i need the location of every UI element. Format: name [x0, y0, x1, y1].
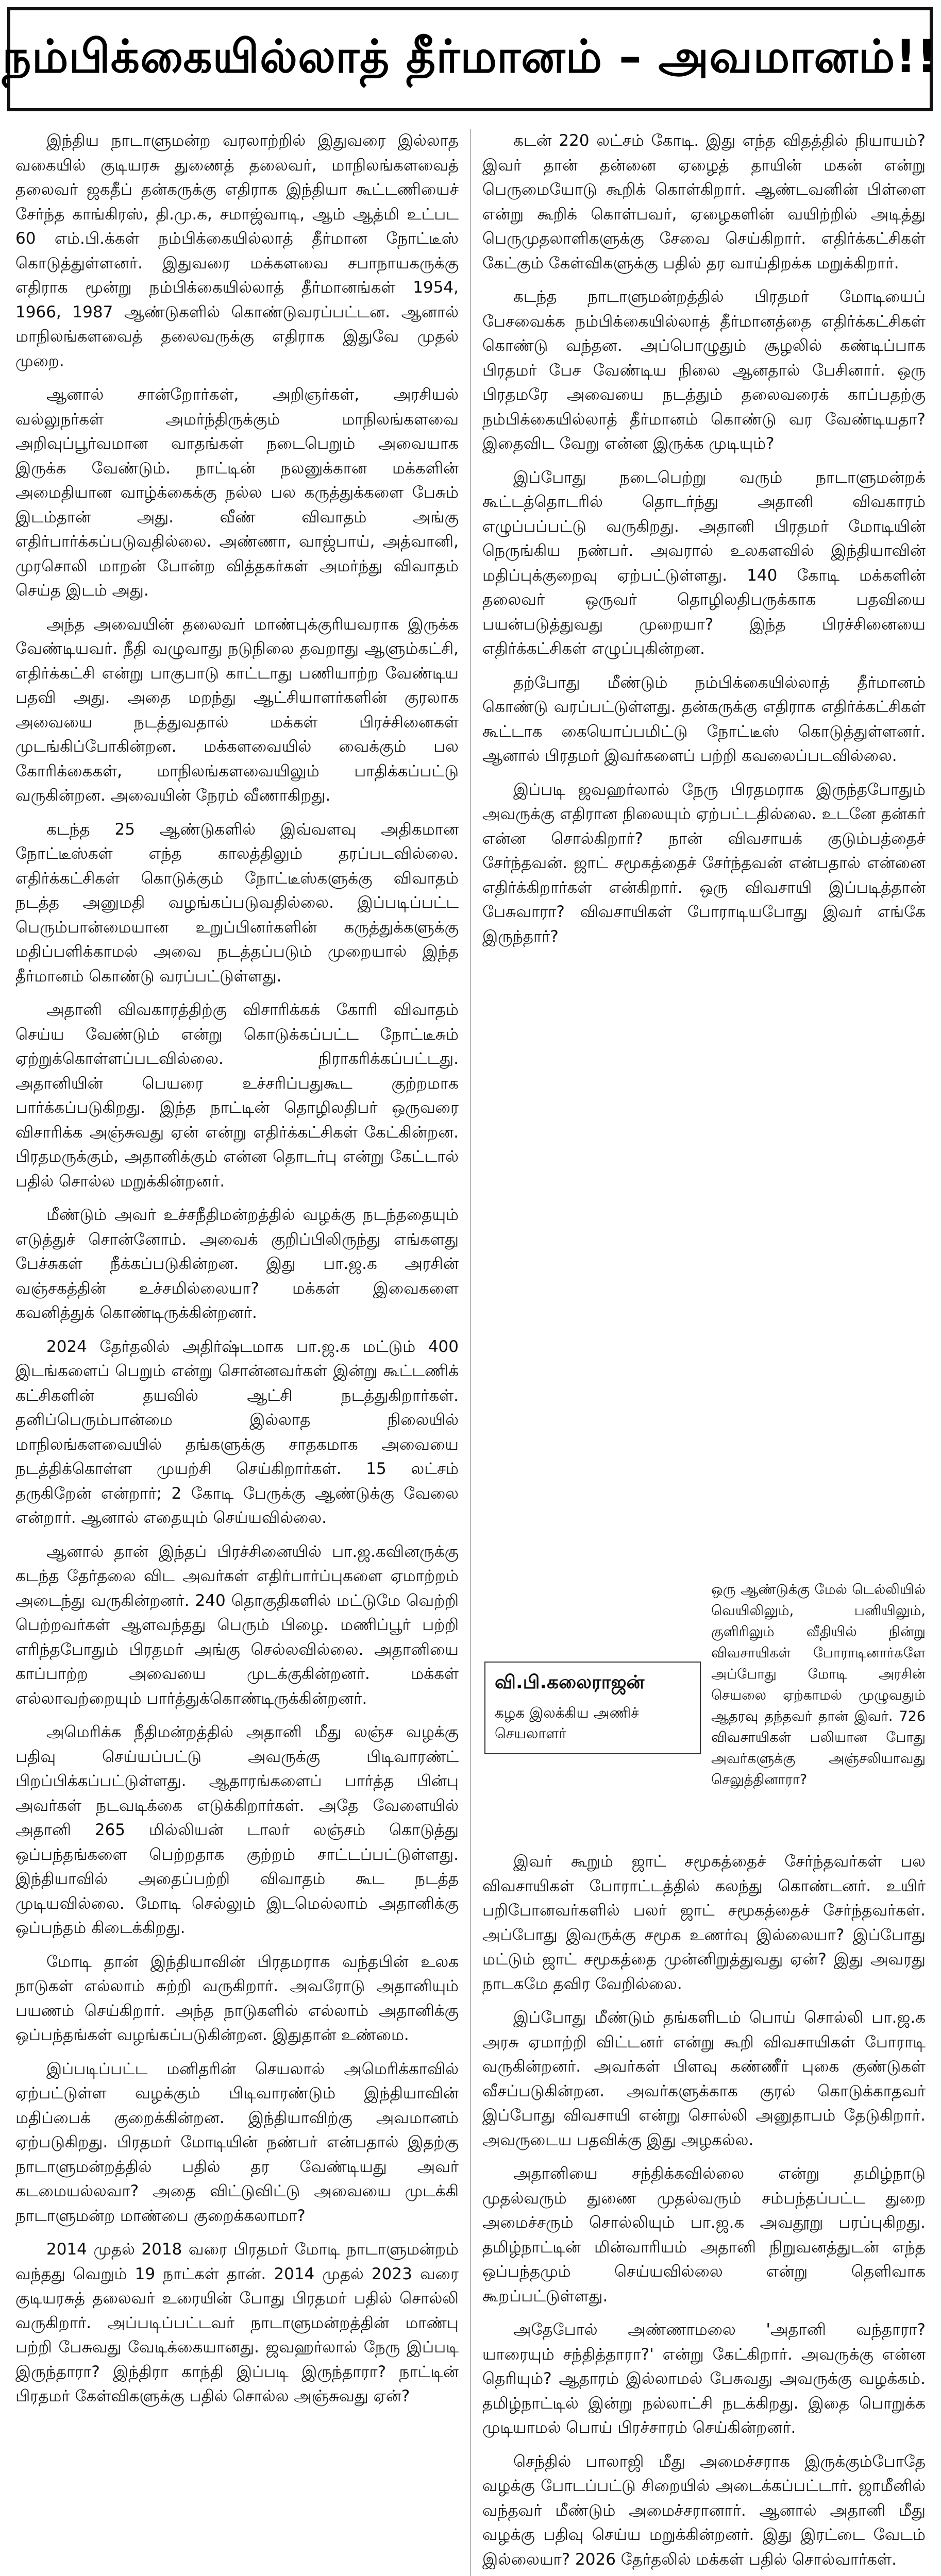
paragraph: இந்திய நாடாளுமன்ற வரலாற்றில் இதுவரை இல்லாத வகையில் குடியரசு துணைத் தலைவர், மாநிலங்களவைத் தலைவர் ஜகதீப் தன்கருக்கு எதிராக இந்தியா கூட்டணியைச் சேர்ந்த காங்கிரஸ், தி.மு.க, சமாஜ்வாடி, ஆம் ஆத்மி உட்பட 60 எம்.பி.க்கள் நம்பிக்கையில்லாத் தீர்மான நோட்டீஸ் கொடுத்துள்ளனர். இதுவரை மக்களவை சபாநாயகருக்கு எதிராக மூன்று நம்பிக்கையில்லாத் தீர்மானங்கள் 1954, 1966, 1987 ஆண்டுகளில் கொண்டுவரப்பட்டன. ஆனால் மாநிலங்களவைத் தலைவருக்கு எதிராக இதுவே முதல் முறை. — [15, 131, 459, 370]
paragraph: தற்போது மீண்டும் நம்பிக்கையில்லாத் தீர்மானம் கொண்டு வரப்பட்டுள்ளது. தன்கருக்கு எதிராக எதிர்க்கட்சிகள் கூட்டாக கையொப்பமிட்டு நோட்டீஸ் கொடுத்துள்ளனர். ஆனால் பிரதமர் இவர்களைப் பற்றி கவலைப்படவில்லை. — [482, 673, 926, 765]
paragraph: இப்போது மீண்டும் தங்களிடம் பொய் சொல்லி பா.ஜ.க அரசு ஏமாற்றி விட்டனர் என்று கூறி விவசாயிகள் போராடி வருகின்றனர். அவர்கள் பிளவு கண்ணீர் புகை குண்டுகள் வீசப்படுகின்றன. அவர்களுக்காக குரல் கொடுக்காதவர் இப்போது விவசாயி என்று சொல்லி அனுதாபம் தேடுகிறார். அவருடைய பதவிக்கு இது அழகல்ல. — [482, 2008, 926, 2149]
paragraph: அதேபோல் அண்ணாமலை 'அதானி வந்தாரா? யாரையும் சந்தித்தாரா?' என்று கேட்கிறார். அவருக்கு என்ன தெரியும்? ஆதாரம் இல்லாமல் பேசுவது அவருக்கு வழக்கம். தமிழ்நாட்டில் இன்று நல்லாட்சி நடக்கிறது. இதை பொறுக்க முடியாமல் பொய் பிரச்சாரம் செய்கின்றனர். — [482, 2320, 926, 2437]
headline: நம்பிக்கையில்லாத் தீர்மானம் – அவமானம்!! — [2, 29, 938, 83]
paragraph: 2014 முதல் 2018 வரை பிரதமர் மோடி நாடாளுமன்றம் வந்தது வெறும் 19 நாட்கள் தான். 2014 முதல் 2023 வரை குடியரசுத் தலைவர் உரையின் போது பிரதமர் பதில் சொல்லி வருகிறார். அப்படிப்பட்டவர் நாடாளுமன்றத்தின் மாண்பு பற்றி பேசுவது வேடிக்கையானது. ஜவஹர்லால் நேரு இப்படி இருந்தாரா? இந்திரா காந்தி இப்படி இருந்தாரா? நாட்டின் பிரதமர் கேள்விகளுக்கு பதில் சொல்ல அஞ்சுவது ஏன்? — [15, 2240, 459, 2405]
paragraph: இவர் கூறும் ஜாட் சமூகத்தைச் சேர்ந்தவர்கள் பல விவசாயிகள் போராட்டத்தில் கலந்து கொண்டனர். உயிர் பறிபோனவர்களில் பலர் ஜாட் சமூகத்தைச் சேர்ந்தவர்கள். அப்போது இவருக்கு சமூக உணர்வு இல்லையா? இப்போது மட்டும் ஜாட் சமூகத்தை முன்னிறுத்துவது ஏன்? இது அவரது நாடகமே தவிர வேறில்லை. — [482, 1852, 926, 1993]
right-column-top — [482, 129, 926, 1571]
paragraph: இப்போது நடைபெற்று வரும் நாடாளுமன்றக் கூட்டத்தொடரில் தொடர்ந்து அதானி விவகாரம் எழுப்பப்பட்டு வருகிறது. அதானி பிரதமர் மோடியின் நெருங்கிய நண்பர். அவரால் உலகளவில் இந்தியாவின் மதிப்புக்குறைவு ஏற்பட்டுள்ளது. 140 கோடி மக்களின் தலைவர் ஒருவர் தொழிலதிபருக்காக பதவியை பயன்படுத்துவது முறையா? இந்த பிரச்சினையை எதிர்க்கட்சிகள் எழுப்புகின்றன. — [482, 468, 926, 658]
author-name: வி.பி.கலைராஜன் — [495, 1672, 645, 1693]
author-role: கழக இலக்கிய அணிச் செயலாளர் — [495, 1704, 639, 1742]
paragraph: மோடி தான் இந்தியாவின் பிரதமராக வந்தபின் உலக நாடுகள் எல்லாம் சுற்றி வருகிறார். அவரோடு அதானியும் பயணம் செய்கிறார். அந்த நாடுகளில் எல்லாம் அதானிக்கு ஒப்பந்தங்கள் வழங்கப்படுகின்றன. இதுதான் உண்மை. — [15, 1952, 459, 2044]
paragraph: இப்படிப்பட்ட மனிதரின் செயலால் அமெரிக்காவில் ஏற்பட்டுள்ள வழக்கும் பிடிவாரண்டும் இந்தியாவின் மதிப்பைக் குறைக்கின்றன. இந்தியாவிற்கு அவமானம் ஏற்படுகிறது. பிரதமர் மோடியின் நண்பர் என்பதால் இதற்கு நாடாளுமன்றத்தில் பதில் தர வேண்டியது அவர் கடமையல்லவா? அதை விட்டுவிட்டு அவையை முடக்கி நாடாளுமன்ற மாண்பை குறைக்கலாமா? — [15, 2059, 459, 2225]
paragraph: கடந்த நாடாளுமன்றத்தில் பிரதமர் மோடியைப் பேசவைக்க நம்பிக்கையில்லாத் தீர்மானத்தை எதிர்க்கட்சிகள் கொண்டு வந்தன. அப்பொழுதும் சூழலில் கண்டிப்பாக பிரதமர் பேச வேண்டிய நிலை ஆனதால் பேசினார். ஒரு பிரதமரே அவையை நடத்தும் தலைவரைக் காப்பதற்கு நம்பிக்கையில்லாத் தீர்மானம் கொண்டு வர வேண்டியதா? இதைவிட வேறு என்ன இருக்க முடியும்? — [482, 287, 926, 453]
paragraph: இப்படி ஜவஹர்லால் நேரு பிரதமராக இருந்தபோதும் அவருக்கு எதிரான நிலையும் ஏற்பட்டதில்லை. உடனே தன்கர் என்ன சொல்கிறார்? நான் விவசாயக் குடும்பத்தைச் சேர்ந்தவன். ஜாட் சமூகத்தைச் சேர்ந்தவன் என்பதால் என்னை எதிர்க்கிறார்கள் என்கிறார். ஒரு விவசாயி இப்படித்தான் பேசுவாரா? விவசாயிகள் போராடியபோது இவர் எங்கே இருந்தார்? — [482, 780, 926, 946]
paragraph: செந்தில் பாலாஜி மீது அமைச்சராக இருக்கும்போதே வழக்கு போடப்பட்டு சிறையில் அடைக்கப்பட்டார். ஜாமீனில் வந்தவர் மீண்டும் அமைச்சரானார். ஆனால் அதானி மீது வழக்கு பதிவு செய்ய மறுக்கின்றனர். இது இரட்டை வேடம் இல்லையா? 2026 தேர்தலில் மக்கள் பதில் சொல்வார்கள். — [482, 2452, 926, 2569]
paragraph: மீண்டும் அவர் உச்சநீதிமன்றத்தில் வழக்கு நடந்ததையும் எடுத்துச் சொன்னோம். அவைக் குறிப்பிலிருந்து எங்களது பேச்சுகள் நீக்கப்படுகின்றன. இது பா.ஜ.க அரசின் வஞ்சகத்தின் உச்சமில்லையா? மக்கள் இவைகளை கவனித்துக் கொண்டிருக்கின்றனர். — [15, 1206, 459, 1322]
paragraph: ஒரு ஆண்டுக்கு மேல் டெல்லியில் வெயிலிலும், பனியிலும், குளிரிலும் வீதியில் நின்று விவசாயிகள் போராடினார்களே அப்போது மோடி அரசின் செயலை ஏற்காமல் முழுவதும் ஆதரவு தந்தவர் தான் இவர். 726 விவசாயிகள் பலியான போது அவர்களுக்கு அஞ்சலியாவது செலுத்தினாரா? — [711, 1582, 926, 1788]
left-column — [15, 129, 459, 2576]
headline-box — [2, 7, 938, 111]
paragraph: ஆனால் தான் இந்தப் பிரச்சினையில் பா.ஜ.கவினருக்கு கடந்த தேர்தலை விட அவர்கள் எதிர்பார்ப்புகளை ஏமாற்றம் அடைந்து வருகின்றனர். 240 தொகுதிகளில் மட்டுமே வெற்றி பெற்றவர்கள் ஆளவந்தது பெரும் பிழை. மணிப்பூர் பற்றி எரிந்தபோதும் பிரதமர் அங்கு செல்லவில்லை. அதானியை காப்பாற்ற அவையை முடக்குகின்றனர். மக்கள் எல்லாவற்றையும் பார்த்துக்கொண்டிருக்கின்றனர். — [15, 1542, 459, 1708]
paragraph: அந்த அவையின் தலைவர் மாண்புக்குரியவராக இருக்க வேண்டியவர். நீதி வழுவாது நடுநிலை தவறாது ஆளும்கட்சி, எதிர்க்கட்சி என்று பாகுபாடு காட்டாது பணியாற்ற வேண்டிய பதவி அது. அதை மறந்து ஆட்சியாளர்களின் குரலாக அவையை நடத்துவதால் மக்கள் பிரச்சினைகள் முடங்கிப்போகின்றன. மக்களவையில் வைக்கும் பல கோரிக்கைகள், மாநிலங்களவையிலும் பாதிக்கப்பட்டு வருகின்றன. அவையின் நேரம் வீணாகிறது. — [15, 615, 459, 805]
paragraph: ஆனால் சான்றோர்கள், அறிஞர்கள், அரசியல் வல்லுநர்கள் அமர்ந்திருக்கும் மாநிலங்களவை அறிவுப்பூர்வமான வாதங்கள் நடைபெறும் அவையாக இருக்க வேண்டும். நாட்டின் நலனுக்கான மக்களின் அமைதியான வாழ்க்கைக்கு நல்ல பல கருத்துக்களை பேசும் இடம்தான் அது. வீண் விவாதம் அங்கு எதிர்பார்க்கப்படுவதில்லை. அண்ணா, வாஜ்பாய், அத்வானி, முரசொலி மாறன் போன்ற வித்தகர்கள் அமர்ந்து விவாதம் செய்த இடம் அது. — [15, 385, 459, 600]
paragraph: அதானியை சந்திக்கவில்லை என்று தமிழ்நாடு முதல்வரும் துணை முதல்வரும் சம்பந்தப்பட்ட துறை அமைச்சரும் சொல்லியும் பா.ஜ.க அவதூறு பரப்புகிறது. தமிழ்நாட்டின் மின்வாரியம் அதானி நிறுவனத்துடன் எந்த ஒப்பந்தமும் செய்யவில்லை என்று தெளிவாக கூறப்பட்டுள்ளது. — [482, 2164, 926, 2306]
right-column-beside-byline — [711, 1579, 926, 1837]
right-column-bottom — [482, 1850, 926, 2576]
paragraph: கடந்த 25 ஆண்டுகளில் இவ்வளவு அதிகமான நோட்டீஸ்கள் எந்த காலத்திலும் தரப்படவில்லை. எதிர்க்கட்சிகள் கொடுக்கும் நோட்டீஸ்களுக்கு விவாதம் நடத்த அனுமதி வழங்கப்படுவதில்லை. இப்படிப்பட்ட பெரும்பான்மையான உறுப்பினர்களின் கருத்துக்களுக்கு மதிப்பளிக்காமல் அவை நடத்தப்படும் முறையால் இந்த தீர்மானம் கொண்டு வரப்பட்டுள்ளது. — [15, 820, 459, 986]
column-divider — [470, 129, 471, 2576]
paragraph: அதானி விவகாரத்திற்கு விசாரிக்கக் கோரி விவாதம் செய்ய வேண்டும் என்று கொடுக்கப்பட்ட நோட்டீசும் ஏற்றுக்கொள்ளப்படவில்லை. நிராகரிக்கப்பட்டது. அதானியின் பெயரை உச்சரிப்பதுகூட குற்றமாக பார்க்கப்படுகிறது. இந்த நாட்டின் தொழிலதிபர் ஒருவரை விசாரிக்க அஞ்சுவது ஏன் என்று எதிர்க்கட்சிகள் கேட்கின்றன. பிரதமருக்கும், அதானிக்கும் என்ன தொடர்பு என்று கேட்டால் பதில் சொல்ல மறுக்கின்றனர். — [15, 1001, 459, 1191]
paragraph: கடன் 220 லட்சம் கோடி. இது எந்த விதத்தில் நியாயம்? இவர் தான் தன்னை ஏழைத் தாயின் மகன் என்று பெருமையோடு கூறிக் கொள்கிறார். ஆண்டவனின் பிள்ளை என்று கூறிக் கொள்பவர், ஏழைகளின் வயிற்றில் அடித்து பெருமுதலாளிகளுக்கு சேவை செய்கிறார். எதிர்க்கட்சிகள் கேட்கும் கேள்விகளுக்கு பதில் தர வாய்திறக்க மறுக்கிறார். — [482, 131, 926, 273]
byline-box — [482, 1579, 704, 1837]
paragraph: 2024 தேர்தலில் அதிர்ஷ்டமாக பா.ஜ.க மட்டும் 400 இடங்களைப் பெறும் என்று சொன்னவர்கள் இன்று கூட்டணிக் கட்சிகளின் தயவில் ஆட்சி நடத்துகிறார்கள். தனிப்பெரும்பான்மை இல்லாத நிலையில் மாநிலங்களவையில் தங்களுக்கு சாதகமாக அவையை நடத்திக்கொள்ள முயற்சி செய்கிறார்கள். 15 லட்சம் தருகிறேன் என்றார்; 2 கோடி பேருக்கு ஆண்டுக்கு வேலை என்றார். ஆனால் எதையும் செய்யவில்லை. — [15, 1337, 459, 1527]
paragraph: அமெரிக்க நீதிமன்றத்தில் அதானி மீது லஞ்ச வழக்கு பதிவு செய்யப்பட்டு அவருக்கு பிடிவாரண்ட் பிறப்பிக்கப்பட்டுள்ளது. ஆதாரங்களைப் பார்த்த பின்பு அவர்கள் நடவடிக்கை எடுக்கிறார்கள். அதே வேளையில் அதானி 265 மில்லியன் டாலர் லஞ்சம் கொடுத்து ஒப்பந்தங்களை பெற்றதாக குற்றம் சாட்டப்பட்டுள்ளது. இந்தியாவில் அதைப்பற்றி விவாதம் கூட நடத்த முடியவில்லை. மோடி செல்லும் இடமெல்லாம் அதானிக்கு ஒப்பந்தம் கிடைக்கிறது. — [15, 1723, 459, 1937]
byline-text — [484, 1662, 701, 1754]
